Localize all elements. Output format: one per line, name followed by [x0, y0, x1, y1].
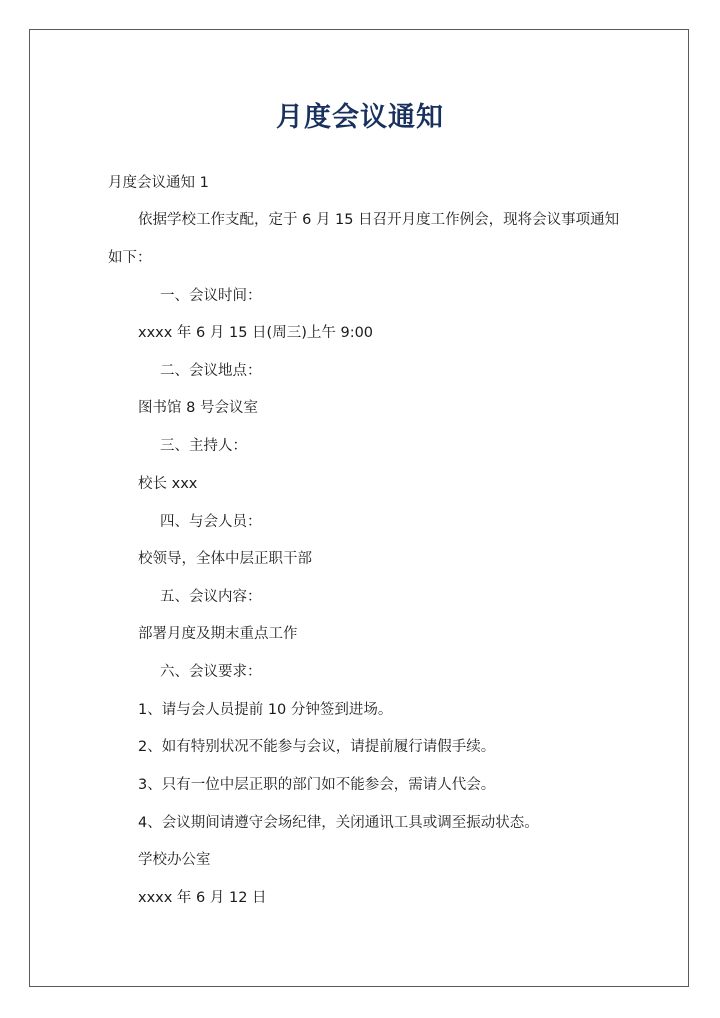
intro-line-2: 如下： [108, 250, 152, 266]
section-heading-agenda: 五、会议内容： [160, 589, 262, 605]
document-subtitle: 月度会议通知 1 [108, 175, 209, 191]
requirement-item: 1、请与会人员提前 10 分钟签到进场。 [138, 702, 393, 718]
section-content-agenda: 部署月度及期末重点工作 [138, 626, 298, 642]
section-content-host: 校长 xxx [138, 476, 198, 492]
section-content-time: xxxx 年 6 月 15 日(周三)上午 9:00 [138, 325, 374, 341]
section-heading-attendees: 四、与会人员： [160, 514, 262, 530]
signature-office: 学校办公室 [138, 852, 211, 868]
requirement-item: 2、如有特别状况不能参与会议，请提前履行请假手续。 [138, 739, 496, 755]
section-content-attendees: 校领导，全体中层正职干部 [138, 551, 312, 567]
requirement-item: 4、会议期间请遵守会场纪律，关闭通讯工具或调至振动状态。 [138, 815, 539, 831]
requirement-item: 3、只有一位中层正职的部门如不能参会，需请人代会。 [138, 777, 496, 793]
section-heading-host: 三、主持人： [160, 438, 247, 454]
section-content-location: 图书馆 8 号会议室 [138, 400, 258, 416]
section-heading-requirements: 六、会议要求： [160, 664, 262, 680]
section-heading-location: 二、会议地点： [160, 363, 262, 379]
document-title: 月度会议通知 [276, 102, 444, 133]
intro-line-1: 依据学校工作支配，定于 6 月 15 日召开月度工作例会，现将会议事项通知 [138, 212, 620, 228]
signature-date: xxxx 年 6 月 12 日 [138, 890, 267, 906]
section-heading-time: 一、会议时间： [160, 288, 262, 304]
